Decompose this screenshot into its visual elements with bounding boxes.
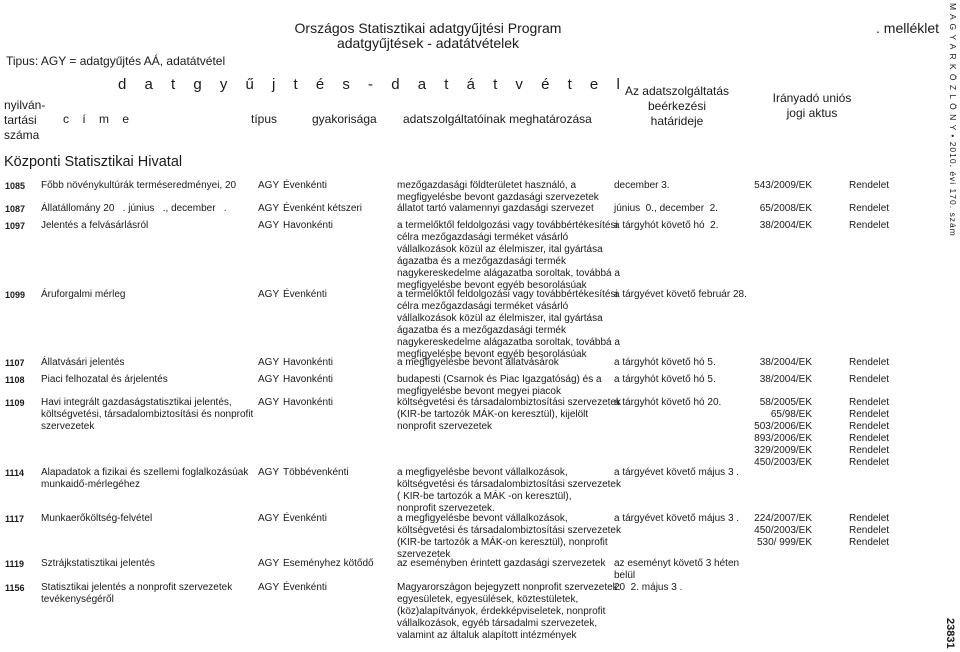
row-legal-act-line: 65/2008/EK: [759, 203, 812, 214]
row-providers-line: (KIR-be tartozók a MÁK-on keresztül), nonprofit: [397, 537, 608, 548]
row-type: AGY: [258, 582, 280, 593]
row-providers-line: állatot tartó valamennyi gazdasági szervezet: [397, 203, 594, 214]
row-number: 1087: [5, 204, 26, 214]
row-providers: [397, 180, 599, 204]
row-providers-line: a megfigyelésbe bevont állatvásárok: [397, 357, 559, 368]
row-legal-act-line: 224/2007/EK: [754, 513, 812, 524]
row-providers-line: költségvetési és társadalombiztosítási szervezetek: [397, 479, 621, 490]
row-legal-form-line: Rendelet: [849, 433, 890, 444]
row-legal-act-line: 65/98/EK: [770, 409, 812, 420]
row-legal-form-line: Rendelet: [849, 457, 890, 468]
row-deadline: [614, 558, 739, 582]
row-legal-form: [849, 513, 889, 549]
col-header-adatszolgaltatok: adatszolgáltatóinak meghatározása: [403, 112, 592, 126]
row-title: [41, 582, 232, 606]
page-number: 23831: [944, 618, 956, 649]
row-title: [41, 357, 124, 369]
row-providers: [397, 558, 605, 570]
row-providers-line: egyesületek, egyesülések, köztestületek,: [397, 594, 579, 605]
row-title-line: Munkaerőköltség-felvétel: [41, 513, 153, 524]
row-title-line: Áruforgalmi mérleg: [41, 289, 126, 300]
melleklet-label: . melléklet: [876, 20, 940, 36]
row-deadline-line: belül: [614, 570, 636, 581]
row-legal-act: [740, 397, 812, 469]
row-providers-line: vállalkozások közül az élelmiszer, ital gyártása: [397, 313, 603, 324]
row-number: 1099: [5, 290, 26, 300]
row-title: [41, 289, 125, 301]
row-title-line: költségvetési, társadalombiztosítási és nonprofit: [41, 409, 254, 420]
row-legal-act-line: 530/ 999/EK: [756, 537, 812, 548]
row-legal-act: [740, 203, 812, 215]
row-deadline: [614, 357, 716, 369]
row-providers-line: célra mezőgazdasági terméket vásárló: [397, 301, 569, 312]
row-legal-form: [849, 397, 889, 469]
row-type: AGY: [258, 220, 280, 231]
col-header-nyilvantartasi-szama: nyilván- tartási száma: [4, 98, 46, 142]
program-subtitle: adatgyűjtések - adatátvételek: [336, 35, 520, 51]
row-providers-line: a termelőktől feldolgozási vagy továbbértékesítési: [397, 220, 618, 231]
row-title-line: Főbb növénykultúrák terméseredményei, 20: [41, 180, 237, 191]
row-frequency: Eseményhez kötődő: [283, 558, 374, 569]
row-type: AGY: [258, 558, 280, 569]
row-type: AGY: [258, 397, 280, 408]
row-frequency: Többévenkénti: [283, 467, 349, 478]
row-providers-line: nonprofit szervezetek: [397, 421, 493, 432]
row-number: 1109: [5, 398, 25, 408]
row-type: AGY: [258, 467, 280, 478]
row-frequency: Évenkénti: [283, 180, 327, 191]
row-deadline-line: az eseményt követő 3 héten: [614, 558, 740, 569]
row-providers: [397, 203, 594, 215]
row-deadline: [614, 467, 739, 479]
row-deadline: [614, 582, 682, 594]
row-providers-line: vállalkozások közül az élelmiszer, ital gyártása: [397, 244, 603, 255]
row-number: 1156: [5, 583, 25, 593]
row-providers-line: megfigyelésbe bevont egyéb besorolásúak: [397, 349, 587, 360]
row-providers-line: ( KIR-be tartozók a MÁK -on keresztül),: [397, 491, 572, 502]
row-legal-form-line: Rendelet: [849, 357, 890, 368]
row-deadline: [614, 374, 716, 386]
row-legal-form: [849, 180, 889, 192]
row-frequency: Havonkénti: [283, 220, 334, 231]
row-title-line: Statisztikai jelentés a nonprofit szervezetek: [41, 582, 233, 593]
row-deadline-line: a tárgyhót követő hó 5.: [614, 374, 716, 385]
row-providers-line: megfigyelésbe bevont egyéb besorolásúak: [397, 280, 587, 291]
row-deadline-line: december 3.: [614, 180, 670, 191]
row-legal-act: [740, 180, 812, 192]
row-legal-act-line: 450/2003/EK: [754, 457, 812, 468]
row-frequency: Évenkénti: [283, 289, 327, 300]
row-legal-form: [849, 203, 889, 215]
row-legal-form: [849, 220, 889, 232]
row-number: 1114: [5, 468, 25, 478]
row-legal-act-line: 543/2009/EK: [754, 180, 812, 191]
row-legal-act-line: 38/2004/EK: [759, 357, 812, 368]
row-deadline-line: június 0., december 2.: [614, 203, 718, 214]
row-title: [41, 374, 168, 386]
journal-vertical-caption: M A G Y A R K Ö Z L Ö N Y • 2010. évi 170. szám: [948, 3, 958, 237]
row-deadline: [614, 180, 670, 192]
row-providers: [397, 467, 621, 515]
row-deadline-line: a tárgyhót követő hó 20.: [614, 397, 722, 408]
row-legal-act-line: 38/2004/EK: [759, 220, 812, 231]
row-type: AGY: [258, 180, 280, 191]
row-legal-act: [740, 374, 812, 386]
row-title-line: munkaidő-mérlegéhez: [41, 479, 140, 490]
row-providers-line: nonprofit szervezetek.: [397, 503, 495, 514]
row-deadline: [614, 289, 747, 301]
row-title-line: Piaci felhozatal és árjelentés: [41, 374, 168, 385]
row-legal-act-line: 503/2006/EK: [754, 421, 812, 432]
col-header-gyakorisaga: gyakorisága: [312, 112, 377, 126]
row-title: [41, 180, 236, 192]
row-providers: [397, 374, 602, 398]
row-providers-line: Magyarországon bejegyzett nonprofit szervezetek:: [397, 582, 621, 593]
row-title-line: tevékenységéről: [41, 594, 114, 605]
row-title-line: Sztrájkstatisztikai jelentés: [41, 558, 155, 569]
col-header-hatarido: Az adatszolgáltatás beérkezési határideje: [624, 84, 730, 128]
row-number: 1097: [5, 221, 26, 231]
row-deadline-line: a tárgyévet követő május 3 .: [614, 467, 740, 478]
row-title-line: Alapadatok a fizikai és szellemi foglalkozásúak: [41, 467, 249, 478]
row-providers-line: célra mezőgazdasági terméket vásárló: [397, 232, 569, 243]
row-legal-form-line: Rendelet: [849, 203, 890, 214]
row-legal-form-line: Rendelet: [849, 409, 890, 420]
row-deadline: [614, 397, 721, 409]
row-frequency: Évenkénti: [283, 582, 327, 593]
row-providers-line: budapesti (Csarnok és Piac Igazgatóság) és a: [397, 374, 602, 385]
row-providers: [397, 357, 559, 369]
row-title: [41, 467, 248, 491]
row-legal-act: [740, 357, 812, 369]
row-legal-form: [849, 374, 889, 386]
row-deadline: [614, 203, 718, 215]
row-number: 1119: [5, 559, 25, 569]
row-providers-line: a megfigyelésbe bevont vállalkozások,: [397, 467, 568, 478]
row-type: AGY: [258, 289, 280, 300]
row-frequency: Évenkénti: [283, 513, 327, 524]
row-providers-line: a termelőktől feldolgozási vagy továbbértékesítési: [397, 289, 618, 300]
row-providers: [397, 397, 621, 433]
col-header-jogi-aktus: Irányadó uniós jogi aktus: [772, 91, 852, 120]
row-providers: [397, 289, 620, 361]
row-providers-line: költségvetési és társadalombiztosítási szervezetek: [397, 397, 621, 408]
row-providers-line: ágazatba és a mezőgazdasági termék: [397, 325, 566, 336]
row-legal-act: [740, 513, 812, 549]
row-title: [41, 558, 155, 570]
row-providers-line: nagykereskedelme alágazatba soroltak, továbbá a: [397, 337, 620, 348]
row-legal-form-line: Rendelet: [849, 445, 890, 456]
col-header-tipus: típus: [251, 112, 278, 126]
row-deadline-line: a tárgyhót követő hó 5.: [614, 357, 716, 368]
row-providers-line: nagykereskedelme alágazatba soroltak, továbbá a: [397, 268, 620, 279]
row-type: AGY: [258, 357, 280, 368]
row-frequency: Évenként kétszeri: [283, 203, 362, 214]
row-number: 1117: [5, 514, 25, 524]
row-title: [41, 220, 148, 232]
row-legal-form-line: Rendelet: [849, 180, 890, 191]
row-deadline: [614, 513, 739, 525]
row-providers: [397, 513, 621, 561]
row-legal-form-line: Rendelet: [849, 525, 890, 536]
row-providers-line: költségvetési és társadalombiztosítási szervezetek: [397, 525, 621, 536]
row-providers-line: megfigyelésbe bevont megyei piacok: [397, 386, 561, 397]
table-title-spaced: d a t g y ű j t é s - d a t á t v é t e l: [118, 76, 627, 93]
row-deadline-line: 20 2. május 3 .: [614, 582, 683, 593]
row-title: [41, 203, 227, 215]
program-title: Országos Statisztikai adatgyűjtési Program: [294, 20, 562, 36]
row-legal-act-line: 58/2005/EK: [759, 397, 812, 408]
row-deadline-line: a tárgyévet követő február 28.: [614, 289, 747, 300]
row-title-line: Havi integrált gazdaságstatisztikai jelentés,: [41, 397, 232, 408]
row-frequency: Havonkénti: [283, 357, 334, 368]
row-legal-form-line: Rendelet: [849, 513, 890, 524]
row-providers-line: szervezetek: [397, 549, 451, 560]
row-legal-form: [849, 357, 889, 369]
row-providers-line: ágazatba és a mezőgazdasági termék: [397, 256, 566, 267]
row-legal-act-line: 329/2009/EK: [754, 445, 812, 456]
row-legal-act-line: 38/2004/EK: [759, 374, 812, 385]
row-providers: [397, 220, 620, 292]
row-legal-form-line: Rendelet: [849, 220, 890, 231]
tipus-legend: Tipus: AGY = adatgyűjtés AÁ, adatátvétel: [6, 54, 226, 68]
col-header-cime: c í m e: [63, 112, 135, 126]
row-deadline: [614, 220, 719, 232]
row-frequency: Havonkénti: [283, 397, 334, 408]
row-providers: [397, 582, 620, 642]
row-legal-act: [740, 220, 812, 232]
row-type: AGY: [258, 374, 280, 385]
row-providers-line: (köz)alapítványok, érdekképviseletek, nonprofit: [397, 606, 606, 617]
row-legal-act-line: 893/2006/EK: [754, 433, 812, 444]
row-number: 1085: [5, 181, 26, 191]
row-providers-line: valamint az általuk alapított intézmények: [397, 630, 577, 641]
row-legal-act-line: 450/2003/EK: [754, 525, 812, 536]
row-frequency: Havonkénti: [283, 374, 334, 385]
row-providers-line: megfigyelésbe bevont gazdasági szervezetek: [397, 192, 599, 203]
row-number: 1108: [5, 375, 25, 385]
row-title-line: Állatvásári jelentés: [41, 357, 125, 368]
row-title-line: Jelentés a felvásárlásról: [41, 220, 149, 231]
row-deadline-line: a tárgyévet követő május 3 .: [614, 513, 740, 524]
row-title-line: Állatállomány 20 . június ., december .: [41, 203, 227, 214]
row-title: [41, 513, 152, 525]
row-providers-line: vállalkozások, egyéb társadalmi szervezetek,: [397, 618, 598, 629]
institution-name: Központi Statisztikai Hivatal: [4, 154, 183, 170]
row-deadline-line: a tárgyhót követő hó 2.: [614, 220, 719, 231]
row-providers-line: mezőgazdasági földterületet használó, a: [397, 180, 577, 191]
row-title-line: szervezetek: [41, 421, 95, 432]
row-type: AGY: [258, 203, 280, 214]
row-providers-line: a megfigyelésbe bevont vállalkozások,: [397, 513, 568, 524]
row-legal-form-line: Rendelet: [849, 537, 890, 548]
row-type: AGY: [258, 513, 280, 524]
row-title: [41, 397, 253, 433]
row-providers-line: (KIR-be tartozók MÁK-on keresztül), kijelölt: [397, 409, 589, 420]
row-legal-form-line: Rendelet: [849, 421, 890, 432]
row-number: 1107: [5, 358, 25, 368]
row-legal-form-line: Rendelet: [849, 374, 890, 385]
row-providers-line: az eseményben érintett gazdasági szervezetek: [397, 558, 606, 569]
row-legal-form-line: Rendelet: [849, 397, 890, 408]
